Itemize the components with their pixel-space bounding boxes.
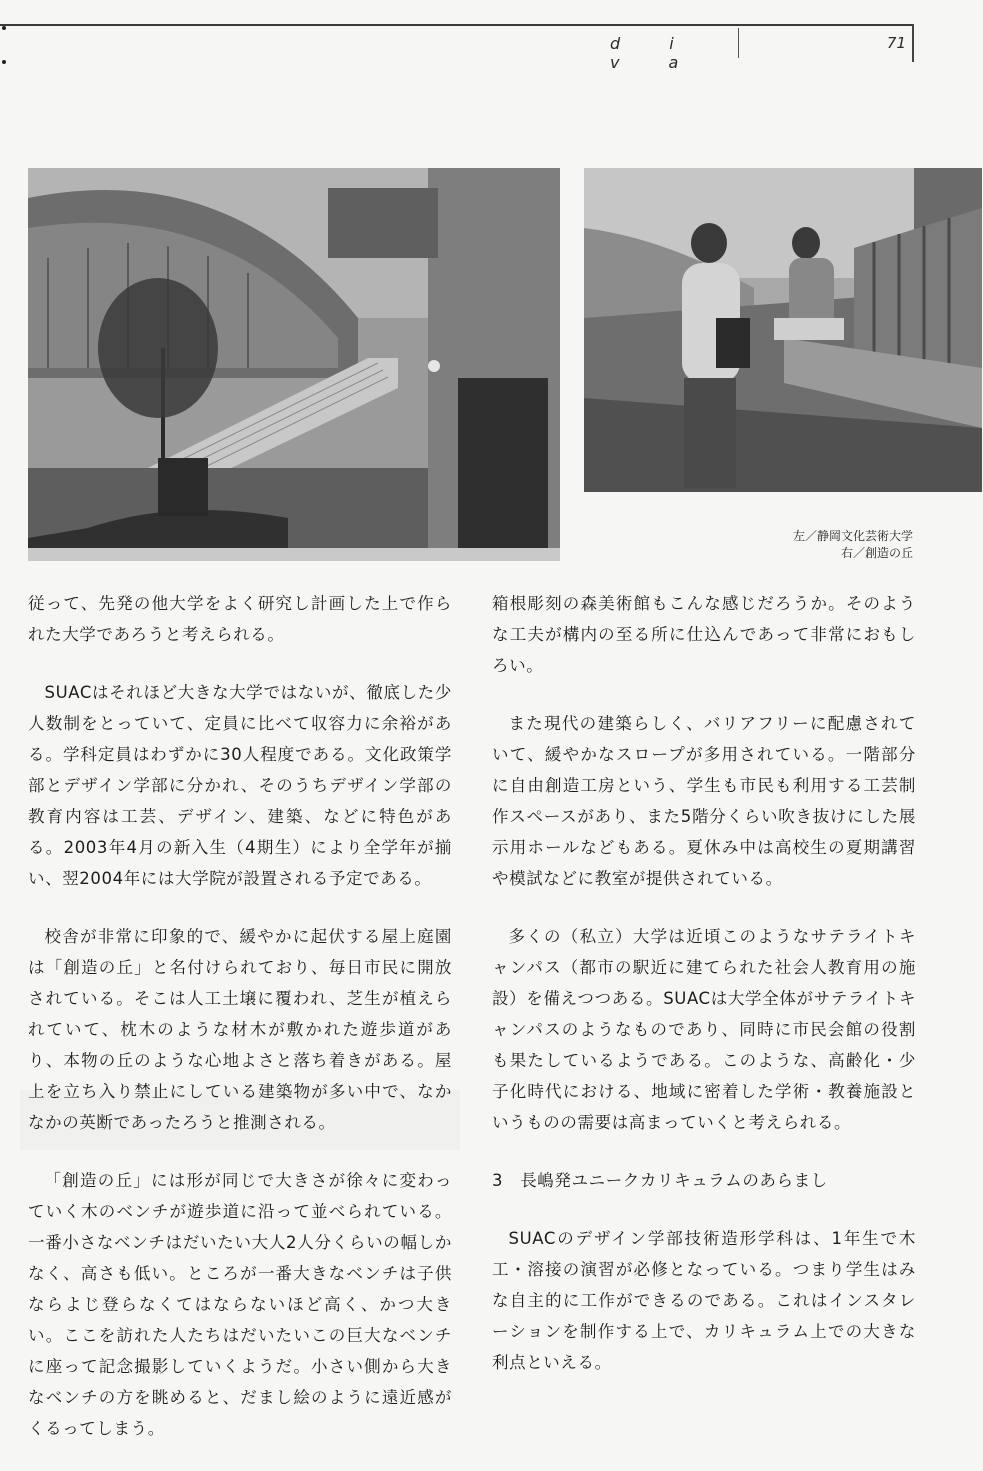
paragraph: 「創造の丘」には形が同じで大きさが徐々に変わっていく木のベンチが遊歩道に沿って並べられている。一番小さなベンチはだいたい大人2人分くらいの幅しかなく、高さも低い。ところが一番大きなベンチは子供ならよじ登らなくてはならないほど高く、かつ大きい。ここを訪れた人たちはだいたいこの巨大なベンチに座って記念撮影していくようだ。小さい側から大きなベンチの方を眺めると、だまし絵のように遠近感がくるってしまう。 [28, 1171, 452, 1438]
paragraph: SUACのデザイン学部技術造形学科は、1年生で木工・溶接の演習が必修となっている。つまり学生はみな自主的に工作ができるのである。これはインスタレーションを制作する上で、カリキュラム上での大きな利点といえる。 [492, 1229, 916, 1372]
paragraph: また現代の建築らしく、バリアフリーに配慮されていて、緩やかなスロープが多用されている。一階部分に自由創造工房という、学生も市民も利用する工芸制作スペースがあり、また5階分くらい吹き抜けにした展示用ホールなどもある。夏休み中は高校生の夏期講習や模試などに教室が提供されている。 [492, 714, 916, 888]
caption-right: 右／創造の丘 [840, 546, 913, 560]
photo-caption [793, 528, 913, 562]
paragraph: 箱根彫刻の森美術館もこんな感じだろうか。そのような工夫が構内の至る所に仕込んであって非常におもしろい。 [492, 594, 916, 675]
photo-university-building [28, 168, 560, 561]
magazine-brand: d i v a [610, 34, 701, 72]
paragraph: SUACはそれほど大きな大学ではないが、徹底した少人数制をとっていて、定員に比べて収容力に余裕がある。学科定員はわずかに30人程度である。文化政策学部とデザイン学部に分かれ、そのうちデザイン学部の教育内容は工芸、デザイン、建築、などに特色がある。2003年4月の新入生（4期生）により全学年が揃い、翌2004年には大学院が設置される予定である。 [28, 683, 452, 888]
caption-left: 左／静岡文化芸術大学 [792, 529, 913, 543]
section-heading: 3 長嶋発ユニークカリキュラムのあらまし [492, 1171, 828, 1190]
page-number: 71 [886, 34, 906, 52]
paragraph: 多くの（私立）大学は近頃このようなサテライトキャンパス（都市の駅近に建てられた社会人教育用の施設）を備えつつある。SUACは大学全体がサテライトキャンパスのようなものであり、同時に市民会館の役割も果たしているようである。このような、高齢化・少子化時代における、地域に密着した学術・教養施設というものの需要は高まっていくと考えられる。 [492, 927, 916, 1132]
header-divider [912, 24, 914, 62]
margin-dot [2, 60, 6, 64]
header-rule [0, 24, 912, 26]
left-column [28, 588, 452, 1471]
right-column [492, 588, 916, 1405]
header-divider [738, 28, 739, 58]
photo-rooftop-garden [584, 168, 982, 492]
margin-dot [2, 26, 6, 30]
paragraph: 校舎が非常に印象的で、緩やかに起伏する屋上庭園は「創造の丘」と名付けられており、毎日市民に開放されている。そこは人工土壌に覆われ、芝生が植えられていて、枕木のような材木が敷かれた遊歩道があり、本物の丘のような心地よさと落ち着きがある。屋上を立ち入り禁止にしている建築物が多い中で、なかなかの英断であったろうと推測される。 [28, 927, 452, 1132]
paragraph: 従って、先発の他大学をよく研究し計画した上で作られた大学であろうと考えられる。 [28, 594, 452, 644]
